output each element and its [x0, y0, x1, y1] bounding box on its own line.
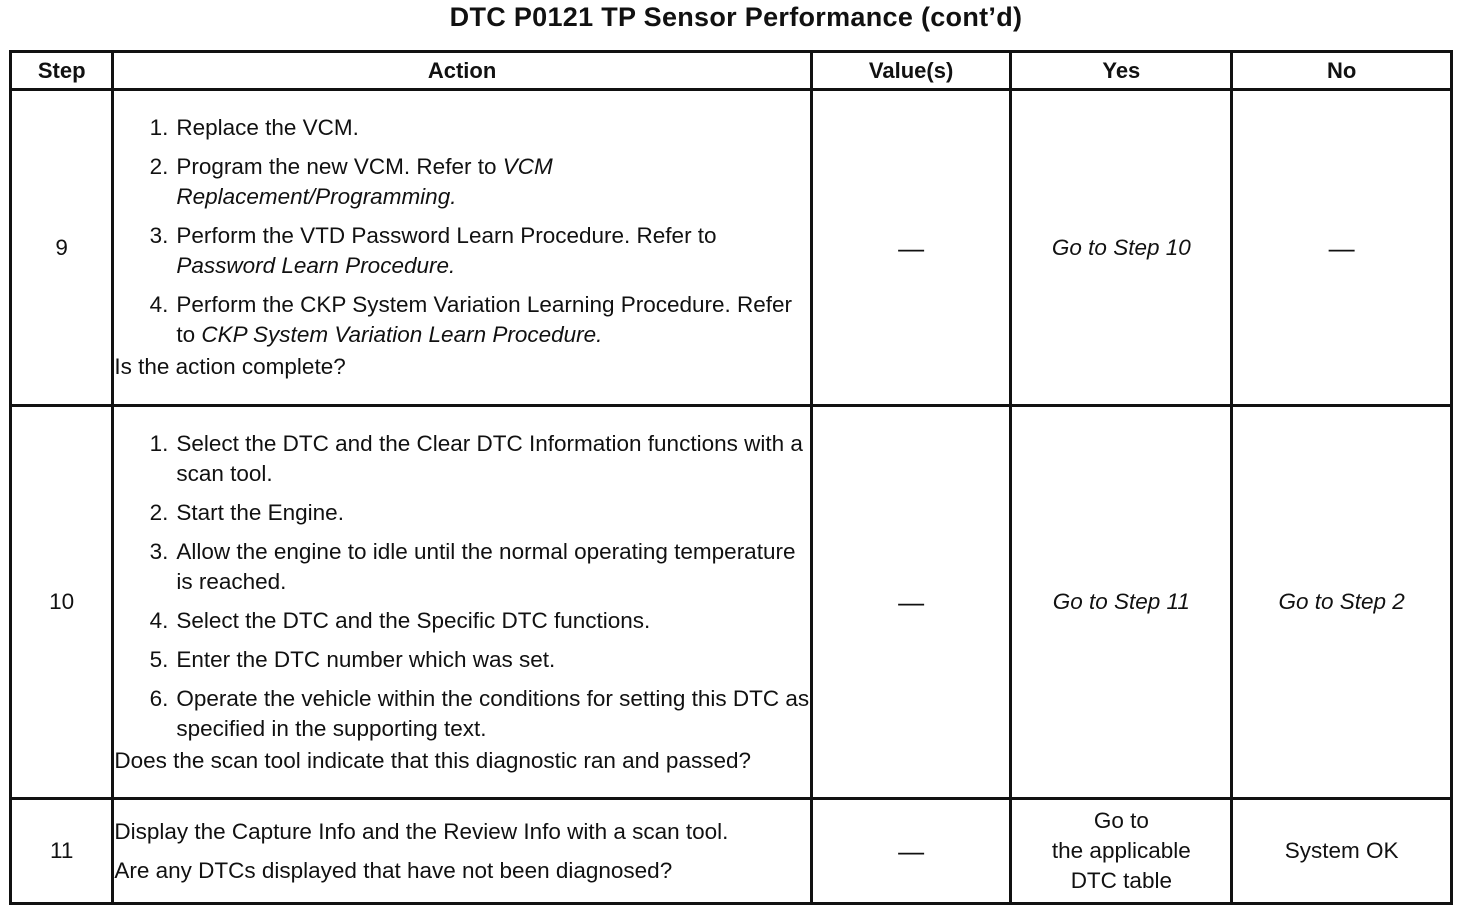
action-steps-list — [114, 429, 809, 744]
action-cell — [113, 406, 811, 799]
step-number: 11 — [11, 799, 113, 904]
action-step: 3. Allow the engine to idle until the normal operating temperature is reached. — [149, 538, 796, 594]
no-cell: — — [1232, 90, 1452, 406]
value-cell: — — [811, 406, 1011, 799]
action-cell — [113, 799, 811, 904]
action-question: Are any DTCs displayed that have not been diagnosed? — [114, 857, 673, 883]
reference-link: VCM Replacement/Programming. — [176, 154, 553, 209]
action-question: Does the scan tool indicate that this diagnostic ran and passed? — [114, 747, 752, 773]
no-cell: System OK — [1232, 799, 1452, 904]
header-yes: Yes — [1011, 52, 1232, 90]
yes-cell: Go to Step 11 — [1011, 406, 1232, 799]
table-row-step-9 — [11, 90, 1452, 406]
action-question: Is the action complete? — [114, 354, 346, 379]
header-step: Step — [11, 52, 113, 90]
reference-link: Password Learn Procedure. — [176, 253, 456, 278]
action-steps-list — [114, 113, 809, 350]
header-action: Action — [113, 52, 811, 90]
yes-cell: Go to Step 10 — [1011, 90, 1232, 406]
no-cell: Go to Step 2 — [1232, 406, 1452, 799]
action-step: 2. Program the new VCM. Refer to VCM Replacement/Programming. — [149, 154, 553, 209]
header-no: No — [1232, 52, 1452, 90]
action-text: Display the Capture Info and the Review Info with a scan tool. — [114, 818, 729, 844]
action-step: 1. Replace the VCM. — [149, 115, 359, 140]
action-step: 1. Select the DTC and the Clear DTC Information functions with a scan tool. — [149, 430, 803, 486]
yes-cell: Go to the applicable DTC table — [1011, 799, 1232, 904]
action-step: 4. Select the DTC and the Specific DTC functions. — [149, 607, 651, 633]
step-number: 10 — [11, 406, 113, 799]
table-row-step-11 — [11, 799, 1452, 904]
header-values: Value(s) — [811, 52, 1011, 90]
page-title: DTC P0121 TP Sensor Performance (cont’d) — [449, 2, 1023, 32]
header-row — [11, 52, 1452, 90]
action-step: 6. Operate the vehicle within the conditions for setting this DTC as specified in the supporting text. — [149, 685, 810, 741]
action-cell — [113, 90, 811, 406]
diagnostic-table — [9, 50, 1453, 905]
step-number: 9 — [11, 90, 113, 406]
action-step: 2. Start the Engine. — [149, 499, 344, 525]
action-step: 5. Enter the DTC number which was set. — [149, 646, 556, 672]
action-step: 4. Perform the CKP System Variation Learning Procedure. Refer to CKP System Variation Learn Procedure. — [149, 292, 793, 347]
action-step: 3. Perform the VTD Password Learn Procedure. Refer to Password Learn Procedure. — [149, 223, 717, 278]
reference-link: CKP System Variation Learn Procedure. — [201, 322, 603, 347]
value-cell: — — [811, 90, 1011, 406]
value-cell: — — [811, 799, 1011, 904]
table-row-step-10 — [11, 406, 1452, 799]
